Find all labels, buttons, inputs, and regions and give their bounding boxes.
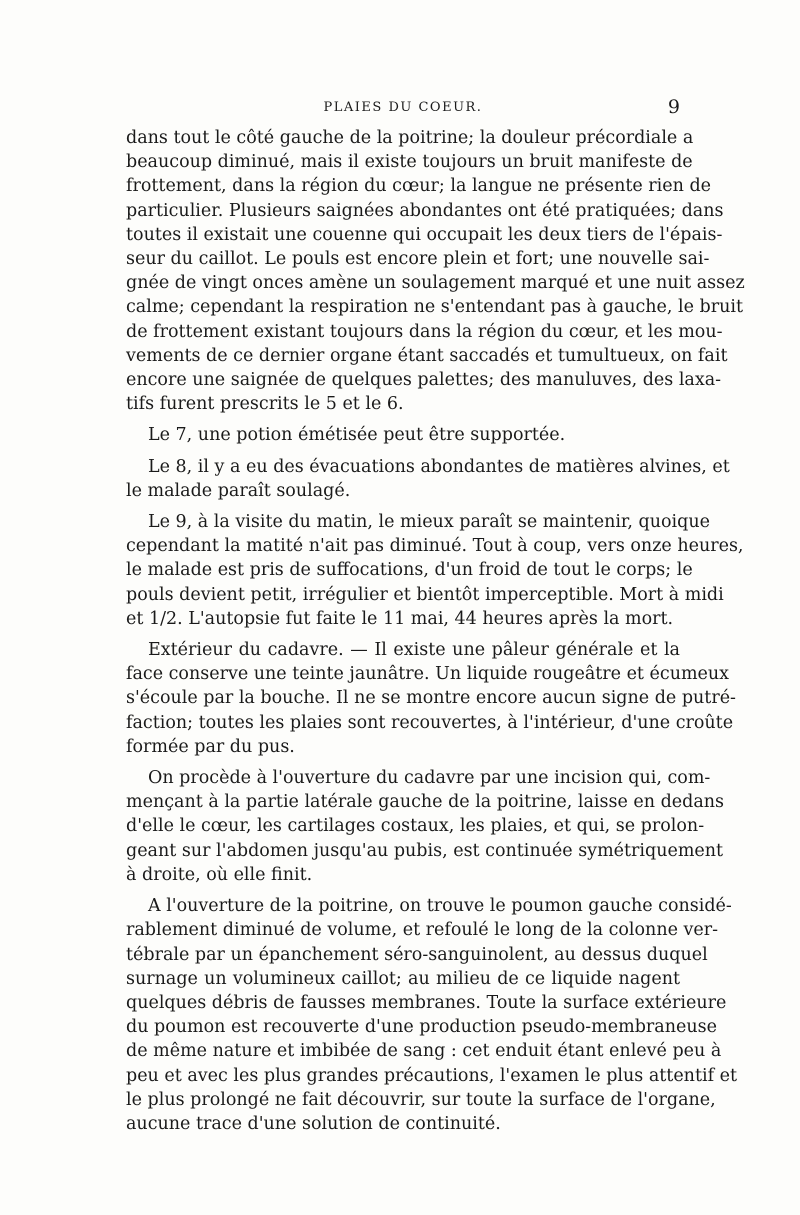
text-line: formée par du pus.: [126, 736, 295, 757]
text-line: et 1/2. L'autopsie fut faite le 11 mai, 44 heures après la mort.: [126, 608, 674, 629]
text-line: aucune trace d'une solution de continuité.: [126, 1113, 501, 1134]
text-line: tébrale par un épanchement séro-sanguinolent, au dessus duquel: [126, 944, 708, 965]
text-line: peu et avec les plus grandes précautions, l'examen le plus attentif et: [126, 1065, 738, 1086]
text-line: gnée de vingt onces amène un soulagement marqué et une nuit assez: [126, 273, 745, 294]
text-line: à droite, où elle finit.: [126, 864, 313, 885]
page-header: [126, 96, 680, 120]
text-line: seur du caillot. Le pouls est encore plein et fort; une nouvelle sai-: [126, 249, 710, 270]
paragraph: [126, 638, 736, 759]
text-line: encore une saignée de quelques palettes; des manuluves, des laxa-: [126, 370, 722, 391]
text-line: faction; toutes les plaies sont recouvertes, à l'intérieur, d'une croûte: [126, 712, 734, 733]
body-text: [126, 126, 745, 1143]
text-line: beaucoup diminué, mais il existe toujours un bruit manifeste de: [126, 152, 693, 173]
running-title: PLAIES DU COEUR.: [323, 100, 483, 115]
text-line: mençant à la partie latérale gauche de la poitrine, laisse en dedans: [126, 792, 725, 813]
text-line: surnage un volumineux caillot; au milieu de ce liquide nagent: [126, 968, 680, 989]
text-line: On procède à l'ouverture du cadavre par une incision qui, com-: [148, 768, 711, 789]
text-line: tifs furent prescrits le 5 et le 6.: [126, 394, 404, 415]
text-line: de même nature et imbibée de sang : cet enduit étant enlevé peu à: [126, 1041, 722, 1062]
text-line: Le 9, à la visite du matin, le mieux paraît se maintenir, quoique: [148, 512, 710, 533]
text-line: Le 7, une potion émétisée peut être supportée.: [148, 425, 566, 446]
paragraph: [126, 766, 725, 887]
text-line: pouls devient petit, irrégulier et bientôt imperceptible. Mort à midi: [126, 584, 724, 605]
text-line: d'elle le cœur, les cartilages costaux, les plaies, et qui, se prolon-: [126, 816, 705, 837]
text-line: du poumon est recouverte d'une production pseudo-membraneuse: [126, 1017, 717, 1038]
text-line: rablement diminué de volume, et refoulé le long de la colonne ver-: [126, 920, 719, 941]
paragraph: [126, 455, 730, 503]
text-line: s'écoule par la bouche. Il ne se montre encore aucun signe de putré-: [126, 688, 736, 709]
text-line: le malade est pris de suffocations, d'un froid de tout le corps; le: [126, 560, 693, 581]
text-line: A l'ouverture de la poitrine, on trouve le poumon gauche considé-: [148, 896, 732, 917]
text-line: frottement, dans la région du cœur; la langue ne présente rien de: [126, 176, 712, 197]
text-line: Extérieur du cadavre. — Il existe une pâleur générale et la: [148, 640, 680, 661]
text-line: face conserve une teinte jaunâtre. Un liquide rougeâtre et écumeux: [126, 664, 730, 685]
paragraph: [126, 894, 738, 1136]
text-line: de frottement existant toujours dans la région du cœur, et les mou-: [126, 321, 723, 342]
text-line: cependant la matité n'ait pas diminué. Tout à coup, vers onze heures,: [126, 536, 744, 557]
paragraph: [126, 126, 745, 416]
text-line: le plus prolongé ne fait découvrir, sur toute la surface de l'organe,: [126, 1089, 716, 1110]
text-line: geant sur l'abdomen jusqu'au pubis, est continuée symétriquement: [126, 840, 724, 861]
paragraph: [126, 423, 680, 447]
text-line: quelques débris de fausses membranes. Toute la surface extérieure: [126, 992, 727, 1013]
text-line: dans tout le côté gauche de la poitrine; la douleur précordiale a: [126, 128, 694, 148]
paragraph: [126, 510, 744, 631]
text-line: toutes il existait une couenne qui occupait les deux tiers de l'épais-: [126, 224, 723, 245]
text-line: calme; cependant la respiration ne s'entendant pas à gauche, le bruit: [126, 297, 744, 318]
text-line: Le 8, il y a eu des évacuations abondantes de matières alvines, et: [148, 456, 730, 477]
page-number: 9: [667, 96, 680, 118]
text-line: vements de ce dernier organe étant saccadés et tumultueux, on fait: [126, 345, 728, 366]
text-line: particulier. Plusieurs saignées abondantes ont été pratiquées; dans: [126, 200, 724, 221]
text-line: le malade paraît soulagé.: [126, 480, 351, 501]
